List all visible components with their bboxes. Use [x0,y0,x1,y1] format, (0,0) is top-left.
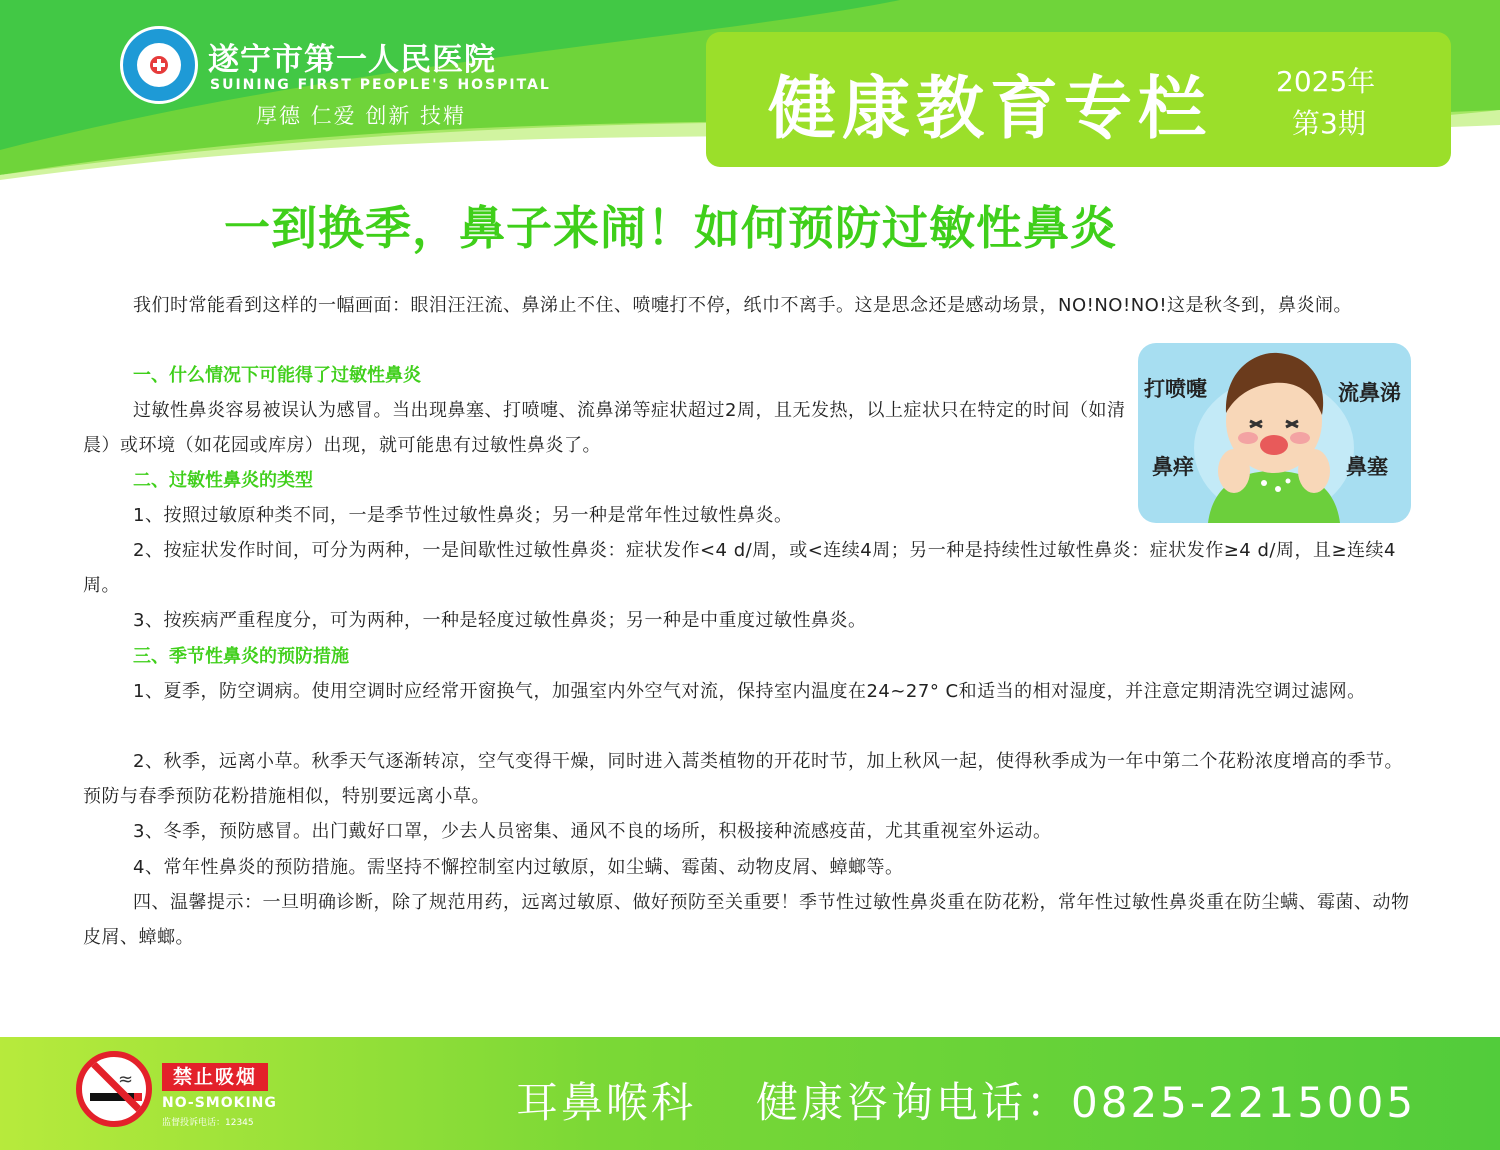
hospital-logo-icon [120,26,198,104]
section2-item: 3、按疾病严重程度分，可为两种，一种是轻度过敏性鼻炎；另一种是中重度过敏性鼻炎。 [133,610,867,631]
section1-heading: 一、什么情况下可能得了过敏性鼻炎 [133,365,421,386]
symptom-label: 流鼻涕 [1338,381,1401,405]
consultation-hotline: 健康咨询电话：0825-2215005 [756,1078,1417,1127]
section2-heading: 二、过敏性鼻炎的类型 [133,470,313,491]
section3-heading: 三、季节性鼻炎的预防措施 [133,646,349,667]
symptom-label: 打喷嚏 [1144,377,1207,401]
article-title: 一到换季，鼻子来闹！如何预防过敏性鼻炎 [224,201,1117,255]
header [0,0,1500,180]
symptom-label: 鼻痒 [1152,455,1194,479]
section3-item: 4、常年性鼻炎的预防措施。需坚持不懈控制室内过敏原，如尘螨、霉菌、动物皮屑、蟑螂等。 [133,857,904,878]
intro-paragraph: 我们时常能看到这样的一幅画面：眼泪汪汪流、鼻涕止不住、喷嚏打不停，纸巾不离手。这是思念还是感动场景，NO!NO!NO!这是秋冬到，鼻炎闹。 [133,295,1353,316]
sneezing-child-illustration [1138,343,1411,523]
footer [0,1037,1500,1150]
section3-item: 1、夏季，防空调病。使用空调时应经常开窗换气，加强室内外空气对流，保持室内温度在24~27° C和适当的相对湿度，并注意定期清洗空调过滤网。 [133,681,1366,702]
red-cross-icon [150,56,168,74]
report-phone: 监督投诉电话：12345 [162,1118,254,1128]
warm-tip-paragraph: 四、温馨提示：一旦明确诊断，除了规范用药，远离过敏原、做好预防至关重要！季节性过敏性鼻炎重在防花粉，常年性过敏性鼻炎重在防尘螨、霉菌、动物皮屑、蟑螂。 [83,892,1410,948]
issue-number: 第3期 [1292,107,1366,140]
section1-text: 过敏性鼻炎容易被误认为感冒。当出现鼻塞、打喷嚏、流鼻涕等症状超过2周，且无发热，以上症状只在特定的时间（如清晨）或环境（如花园或库房）出现，就可能患有过敏性鼻炎了。 [83,400,1126,456]
section3-item: 3、冬季，预防感冒。出门戴好口罩，少去人员密集、通风不良的场所，积极接种流感疫苗，尤其重视室外运动。 [133,821,1052,842]
hospital-name-en: SUINING FIRST PEOPLE'S HOSPITAL [210,77,551,93]
department-name: 耳鼻喉科 [516,1078,697,1127]
section3-item: 2、秋季，远离小草。秋季天气逐渐转凉，空气变得干燥，同时进入蒿类植物的开花时节，加上秋风一起，使得秋季成为一年中第二个花粉浓度增高的季节。预防与春季预防花粉措施相似，特别要远离小草。 [83,751,1403,807]
column-title: 健康教育专栏 [768,70,1213,149]
hospital-name: 遂宁市第一人民医院 [208,42,496,78]
hospital-motto: 厚德 仁爱 创新 技精 [256,104,467,128]
issue-year: 2025年 [1276,65,1376,98]
no-smoking-label-en: NO-SMOKING [162,1095,277,1111]
child-figure-icon [1138,343,1411,523]
section2-item: 2、按症状发作时间，可分为两种，一是间歇性过敏性鼻炎：症状发作<4 d/周，或<连续4周；另一种是持续性过敏性鼻炎：症状发作≥4 d/周，且≥连续4周。 [83,540,1397,596]
no-smoking-label: 禁止吸烟 [162,1063,268,1091]
no-smoking-icon: ≈ [76,1051,152,1127]
symptom-label: 鼻塞 [1346,455,1388,479]
section2-item: 1、按照过敏原种类不同，一是季节性过敏性鼻炎；另一种是常年性过敏性鼻炎。 [133,505,793,526]
